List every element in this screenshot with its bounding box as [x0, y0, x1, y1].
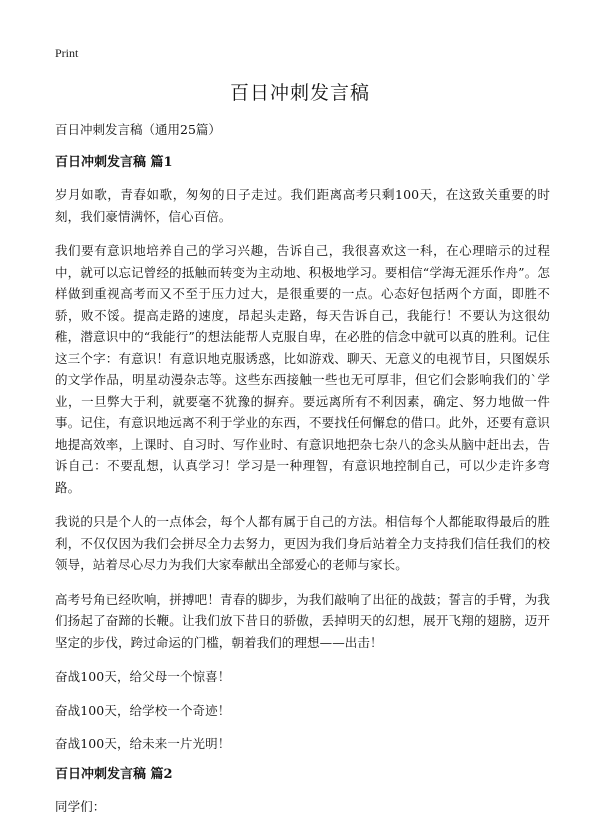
print-link[interactable]: Print — [55, 46, 79, 60]
paragraph: 高考号角已经吹响，拼搏吧！青春的脚步，为我们敲响了出征的战鼓；誓言的手臂，为我们扬起了奋蹄的长鞭。让我们放下昔日的骄傲，丢掉明天的幻想，展开飞翔的翅膀，迈开坚定的步伐，跨过命运的门槛，朝着我们的理想——出击！ — [55, 591, 550, 650]
paragraph: 我们要有意识地培养自己的学习兴趣，告诉自己，我很喜欢这一科，在心理暗示的过程中，就可以忘记曾经的抵触而转变为主动地、积极地学习。要相信“学海无涯乐作舟”。怎样做到重视高考而又不至于压力过大，是很重要的一点。心态好包括两个方面，即胜不骄，败不馁。提高走路的速度，昂起头走路，每天告诉自己，我能行！不要认为这很幼稚，潜意识中的“我能行”的想法能帮人克服自卑，在必胜的信念中就可以真的胜利。记住这三个字：有意识！有意识地克服诱惑，比如游戏、聊天、无意义的电视节目，只图娱乐的文学作品，明星动漫杂志等。这些东西接触一些也无可厚非，但它们会影响我们的`学业，一旦弊大于利，就要毫不犹豫的摒弃。要远离所有不利因素，确定、努力地做一件事。记住，有意识地远离不利于学业的东西，不要找任何懈怠的借口。此外，还要有意识地提高效率，上课时、自习时、写作业时、有意识地把杂七杂八的念头从脑中赶出去，告诉自己：不要乱想，认真学习！学习是一种理智，有意识地控制自己，可以少走许多弯路。 — [55, 243, 550, 495]
section-heading-1: 百日冲刺发言稿 篇1 — [55, 155, 173, 170]
paragraph: 奋战100天，给学校一个奇迹！ — [55, 702, 231, 718]
paragraph: 同学们： — [55, 798, 106, 814]
paragraph: 奋战100天，给父母一个惊喜！ — [55, 669, 231, 684]
section-heading-2: 百日冲刺发言稿 篇2 — [55, 766, 173, 782]
paragraph: 我说的只是个人的一点体会，每个人都有属于自己的方法。相信每个人都能取得最后的胜利，不仅仅因为我们会拼尽全力去努力，更因为我们身后站着全力支持我们信任我们的校领导，站着尽心尽力为我们大家奉献出全部爱心的老师与家长。 — [55, 514, 550, 572]
document-subtitle: 百日冲刺发言稿（通用25篇） — [55, 122, 221, 137]
page-title: 百日冲刺发言稿 — [229, 82, 370, 104]
paragraph: 岁月如歌，青春如歌，匆匆的日子走过。我们距离高考只剩100天，在这致关重要的时刻，我们豪情满怀，信心百倍。 — [55, 187, 550, 224]
paragraph: 奋战100天，给未来一片光明！ — [55, 736, 231, 751]
document-body — [55, 122, 550, 830]
